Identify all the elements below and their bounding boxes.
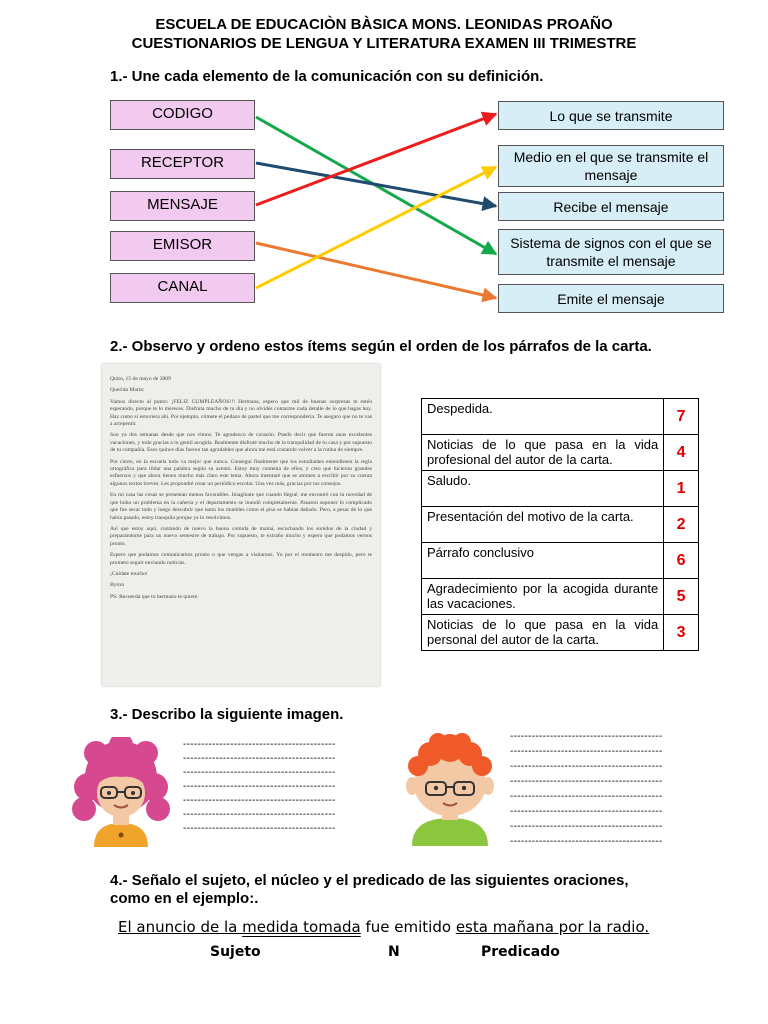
def-recibe: Recibe el mensaje [498,192,724,221]
exam-title: CUESTIONARIOS DE LENGUA Y LITERATURA EXAMEN III TRIMESTRE [131,35,637,52]
letter-paragraph: Así que estoy aquí, contando de nuevo la buena comida de mamá, escuchando los sonidos de la ciudad y preparándome para un nuevo semestre de trabajo. Por supuesto, te extraño mucho y espero que podamos vernos pronto. [110,525,372,547]
letter-paragraph: Por cierto, en la escuela todo va mejor que nunca. Conseguí finalmente que los estudiantes entendiesen la regla ortográfica para tildar una palabra según su acento. Estoy muy contenta de ellos, y creo que hicieron grandes esfuerzos y que ahora tienen mucho más claro este tema. Ahora intentaré que se animen a escribir por su cuenta algunos textos breves. Les propondré crear un periódico escolar. Una vez más, gracias por tus consejos. [110,458,372,487]
order-table [421,398,699,651]
table-row: Noticias de lo que pasa en la vida personal del autor de la carta. 3 [422,615,699,651]
question-4-title-line2: como en el ejemplo:. [110,890,259,907]
def-emite: Emite el mensaje [498,284,724,313]
term-mensaje: MENSAJE [110,191,255,221]
table-row: Presentación del motivo de la carta. 2 [422,507,699,543]
term-receptor: RECEPTOR [110,149,255,179]
sentence-verb: fue emitido [360,918,456,936]
school-title: ESCUELA DE EDUCACIÒN BÀSICA MONS. LEONIDAS PROAÑO [155,16,613,33]
answer-line[interactable]: ------------------------------------------ [183,739,336,750]
answer-line[interactable]: ------------------------------------------ [510,776,663,787]
def-medio: Medio en el que se transmite el mensaje [498,145,724,187]
answer-line[interactable]: ------------------------------------------ [183,781,336,792]
table-row: Agradecimiento por la acogida durante las vacaciones. 5 [422,579,699,615]
term-canal: CANAL [110,273,255,303]
question-2-title: 2.- Observo y ordeno estos ítems según el orden de los párrafos de la carta. [110,338,652,355]
table-row: Saludo. 1 [422,471,699,507]
answer-line[interactable]: ------------------------------------------ [510,791,663,802]
letter-date: Quito, 15 de mayo de 2009 [110,376,171,382]
letter-paragraph: Espero que podamos comunicarnos pronto o que vengas a visitarnos. Yo por el momento me despido, pero te prometo seguir enviando noticias. [110,552,372,566]
sentence-predicate: esta mañana por la radio. [455,918,650,936]
label-nucleo: N [388,944,400,960]
answer-line[interactable]: ------------------------------------------ [183,753,336,764]
example-sentence [118,918,649,936]
question-3-title: 3.- Describo la siguiente imagen. [110,706,344,723]
table-row: Noticias de lo que pasa en la vida profesional del autor de la carta. 4 [422,435,699,471]
boy-avatar [398,730,502,846]
question-4-title-line1: 4.- Señalo el sujeto, el núcleo y el predicado de las siguientes oraciones, [110,872,629,889]
letter-image [102,364,380,686]
table-row: Párrafo conclusivo 6 [422,543,699,579]
letter-greeting: Querida Marta: [110,387,145,394]
matching-lines [0,0,768,330]
term-emisor: EMISOR [110,231,255,261]
line-mensaje-lo-que [256,114,496,205]
table-row: Despedida. 7 [422,399,699,435]
answer-line[interactable]: ------------------------------------------ [510,746,663,757]
answer-line[interactable]: ------------------------------------------ [183,809,336,820]
letter-paragraph: Son ya dos semanas desde que nos vimos. Te agradezco de corazón. Puedo decir que fueron unas excelentes vacaciones, y todo gracias a tu gentil acogida. Realmente disfruté mucho de la tranquilidad de tu casa y por supuesto de tu compañía. Esos quince días fueron tan agradables que ahora me está costando volver a la rutina de siempre. [110,432,372,454]
girl-avatar [66,737,176,847]
label-predicado: Predicado [481,944,560,960]
question-1-title: 1.- Une cada elemento de la comunicación con su definición. [110,68,544,85]
letter-paragraph: En mi casa las cosas se presentan menos favorables. Imagínate que cuando llegué, me encontré con la novedad de que hubo un problema en la cañería y el departamento se inundó completamente. Pasaron suponer lo complicado que fue secar todo y luego descubrir que tanto los muebles como el piso se habían dañado. Pero, a pesar de lo que había pasado, estoy tranquila porque ya lo resolvimos. [110,492,372,521]
answer-line[interactable]: ------------------------------------------ [510,821,663,832]
letter-paragraph: Vamos directo al punto: ¡FELIZ CUMPLEAÑOS!!! Hermana, espero que mil de buenas sorpresas te estén esperando, porque te lo mereces. Disfruta mucho de tu día y no olvides contarme cada detalle de lo que hagas hoy. Haz como si estuviera ahí. Por ejemplo, cómete el pedazo de pastel que me correspondería. Te aseguro que no te vas a arrepentir. [110,398,372,428]
def-sistema-de-signos: Sistema de signos con el que se transmite el mensaje [498,229,724,275]
answer-line[interactable]: ------------------------------------------ [510,731,663,742]
term-codigo: CODIGO [110,100,255,130]
answer-line[interactable]: ------------------------------------------ [183,823,336,834]
letter-closing: ¡Cuídate mucho! [110,570,148,577]
sentence-subject-start: El anuncio de la [118,918,243,936]
answer-line[interactable]: ------------------------------------------ [510,761,663,772]
def-lo-que-se-transmite: Lo que se transmite [498,101,724,130]
answer-line[interactable]: ------------------------------------------ [510,836,663,847]
letter-signature: Byron [110,582,124,589]
sentence-subject-rest: medida tomada [242,918,361,936]
answer-line[interactable]: ------------------------------------------ [183,767,336,778]
answer-line[interactable]: ------------------------------------------ [183,795,336,806]
label-sujeto: Sujeto [210,944,261,960]
letter-ps: PS: Recuerda que tu hermano te quiere. [110,593,199,600]
answer-line[interactable]: ------------------------------------------ [510,806,663,817]
